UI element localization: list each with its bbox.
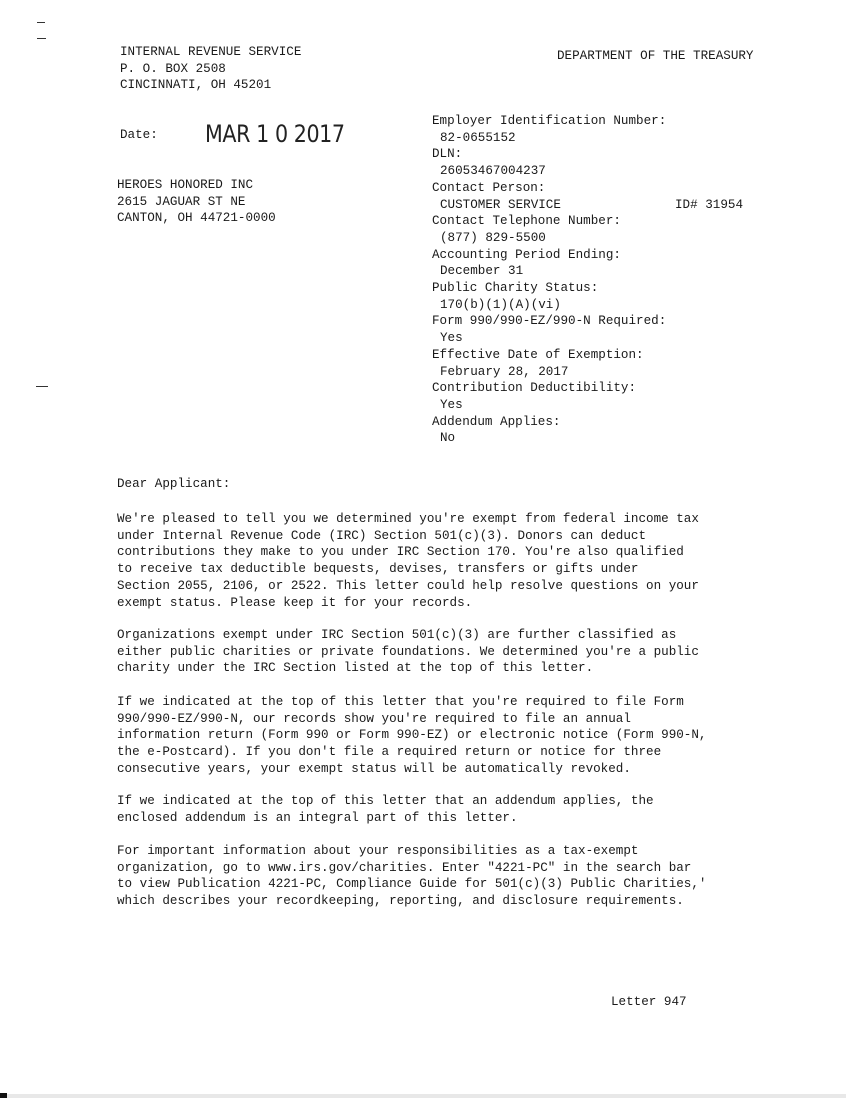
recipient-street: 2615 JAGUAR ST NE [117, 194, 246, 209]
detail-dln-label: DLN: [432, 147, 463, 162]
recipient-city: CANTON, OH 44721-0000 [117, 211, 276, 226]
detail-phone-label: Contact Telephone Number: [432, 214, 621, 229]
sender-agency: INTERNAL REVENUE SERVICE [120, 45, 302, 59]
detail-phone-value: (877) 829-5500 [440, 230, 546, 245]
paragraph-line: charity under the IRC Section listed at the top of this letter. [117, 661, 594, 676]
body-paragraph-5 [117, 843, 777, 910]
date-stamp: MAR 1 0 2017 [205, 120, 345, 148]
paragraph-line: to view Publication 4221-PC, Compliance Guide for 501(c)(3) Public Charities,' [117, 877, 707, 892]
paragraph-line: 990/990-EZ/990-N, our records show you're required to file an annual [117, 711, 631, 726]
details-block [432, 113, 666, 447]
margin-mark [36, 386, 48, 387]
paragraph-line: exempt status. Please keep it for your records. [117, 595, 473, 610]
detail-effective-label: Effective Date of Exemption: [432, 347, 644, 362]
paragraph-line: If we indicated at the top of this letter that an addendum applies, the [117, 794, 654, 808]
paragraph-line: to receive tax deductible bequests, devises, transfers or gifts under [117, 562, 639, 577]
salutation: Dear Applicant: [117, 477, 231, 491]
scan-edge [0, 1094, 846, 1098]
paragraph-line: consecutive years, your exempt status will be automatically revoked. [117, 761, 631, 776]
body-paragraph-1 [117, 511, 777, 611]
body-paragraph-3 [117, 694, 777, 778]
paragraph-line: information return (Form 990 or Form 990-EZ) or electronic notice (Form 990-N, [117, 728, 707, 743]
sender-address [120, 44, 301, 94]
paragraph-line: If we indicated at the top of this letter that you're required to file Form [117, 695, 684, 709]
recipient-name: HEROES HONORED INC [117, 178, 254, 192]
scan-corner [0, 1093, 7, 1098]
detail-charity-value: 170(b)(1)(A)(vi) [440, 297, 561, 312]
paragraph-line: organization, go to www.irs.gov/charities. Enter "4221-PC" in the search bar [117, 860, 692, 875]
detail-ein-label: Employer Identification Number: [432, 114, 667, 128]
paragraph-line: We're pleased to tell you we determined you're exempt from federal income tax [117, 512, 699, 526]
detail-dln-value: 26053467004237 [440, 164, 546, 179]
body-paragraph-2 [117, 627, 777, 677]
paragraph-line: the e-Postcard). If you don't file a required return or notice for three [117, 745, 662, 760]
body-paragraph-4 [117, 793, 777, 826]
paragraph-line: either public charities or private foundations. We determined you're a public [117, 644, 699, 659]
recipient-address [117, 177, 276, 227]
paragraph-line: contributions they make to you under IRC Section 170. You're also qualified [117, 545, 684, 560]
paragraph-line: For important information about your responsibilities as a tax-exempt [117, 844, 639, 858]
detail-contact-value: CUSTOMER SERVICE [440, 197, 561, 212]
sender-po-box: P. O. BOX 2508 [120, 61, 226, 76]
detail-deductibility-value: Yes [440, 397, 463, 412]
paragraph-line: under Internal Revenue Code (IRC) Section 501(c)(3). Donors can deduct [117, 528, 647, 543]
paragraph-line: which describes your recordkeeping, reporting, and disclosure requirements. [117, 894, 684, 909]
detail-ein-value: 82-0655152 [440, 130, 516, 145]
detail-form-label: Form 990/990-EZ/990-N Required: [432, 314, 667, 329]
date-label: Date: [120, 128, 158, 142]
contact-id: ID# 31954 [675, 198, 744, 212]
detail-charity-label: Public Charity Status: [432, 281, 599, 296]
detail-addendum-value: No [440, 431, 456, 446]
department-heading: DEPARTMENT OF THE TREASURY [557, 49, 754, 63]
detail-form-value: Yes [440, 331, 463, 346]
detail-addendum-label: Addendum Applies: [432, 414, 561, 429]
paragraph-line: Organizations exempt under IRC Section 501(c)(3) are further classified as [117, 628, 677, 642]
detail-effective-value: February 28, 2017 [440, 364, 569, 379]
detail-period-value: December 31 [440, 264, 524, 279]
sender-city: CINCINNATI, OH 45201 [120, 78, 272, 93]
detail-contact-label: Contact Person: [432, 180, 546, 195]
margin-mark [37, 22, 45, 23]
paragraph-line: Section 2055, 2106, or 2522. This letter could help resolve questions on your [117, 578, 699, 593]
detail-deductibility-label: Contribution Deductibility: [432, 381, 637, 396]
detail-period-label: Accounting Period Ending: [432, 247, 621, 262]
letter-number: Letter 947 [611, 995, 687, 1009]
paragraph-line: enclosed addendum is an integral part of this letter. [117, 810, 518, 825]
margin-mark [37, 38, 46, 39]
